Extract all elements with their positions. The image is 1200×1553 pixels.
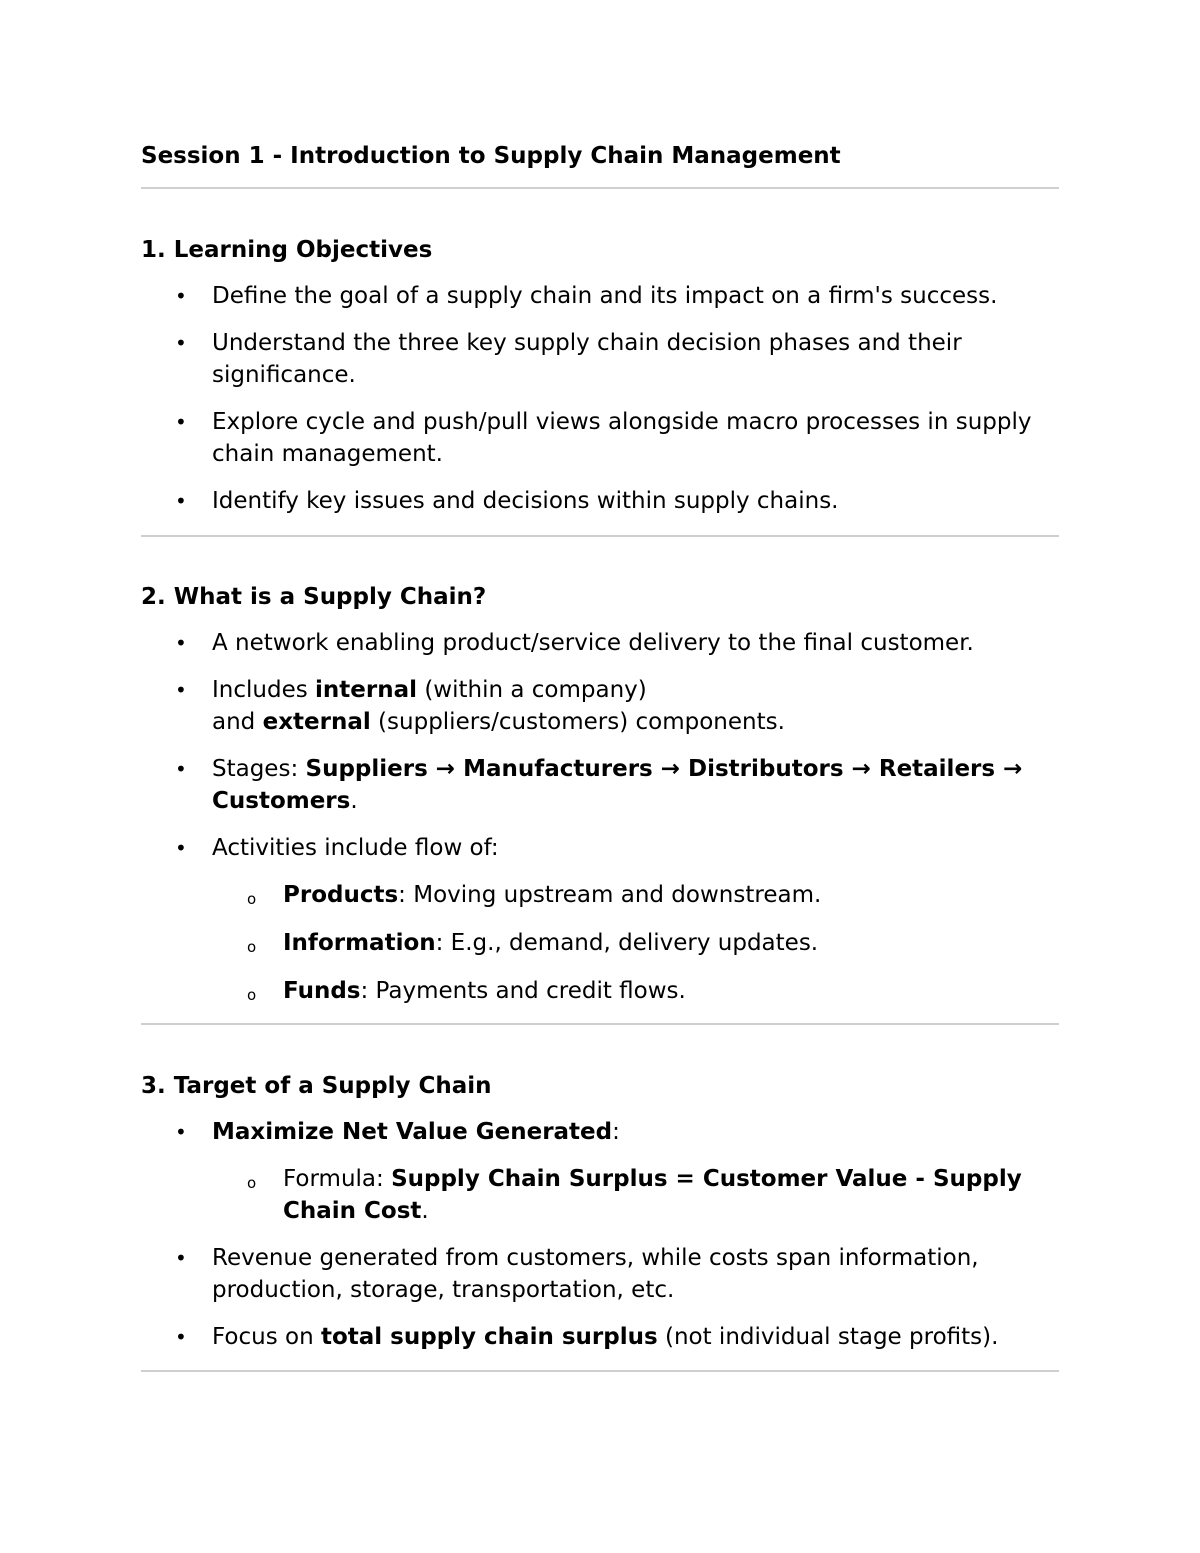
section-heading: 1. Learning Objectives: [141, 237, 433, 263]
list-item-text: and: [212, 709, 263, 735]
formula-text: Supply Chain Surplus = Customer Value - Supply Chain Cost: [283, 1166, 1022, 1224]
section-heading: 3. Target of a Supply Chain: [141, 1073, 492, 1099]
bold-term: Suppliers → Manufacturers → Distributors → Retailers → Customers: [212, 756, 1023, 814]
list-item-text: Activities include flow of:: [212, 835, 499, 861]
sub-list: [212, 1163, 1059, 1227]
list-item: [141, 485, 1059, 517]
list-item: [141, 1116, 1059, 1227]
list-item-text: Explore cycle and push/pull views alongside macro processes in supply chain management.: [212, 409, 1032, 467]
list-item-text: :: [612, 1119, 620, 1145]
circle-bullet-icon: o: [247, 986, 257, 1004]
list-item-text: Stages:: [212, 756, 306, 782]
circle-bullet-icon: o: [247, 938, 257, 956]
list-item-text: A network enabling product/service delivery to the final customer.: [212, 630, 974, 656]
divider: [141, 1370, 1059, 1372]
divider: [141, 535, 1059, 537]
bullet-list: [141, 280, 1059, 517]
bullet-icon: •: [175, 410, 187, 434]
bold-term: total supply chain surplus: [320, 1324, 658, 1350]
sub-list-item: [212, 975, 1059, 1007]
bullet-icon: •: [175, 757, 187, 781]
list-item: [141, 406, 1059, 470]
bullet-icon: •: [175, 1325, 187, 1349]
bold-term: Funds: [283, 978, 361, 1004]
list-item-text: (not individual stage profits).: [657, 1324, 999, 1350]
sub-list-item-text: : E.g., demand, delivery updates.: [435, 930, 819, 956]
bullet-icon: •: [175, 1246, 187, 1270]
sub-list-item-text: : Payments and credit flows.: [360, 978, 686, 1004]
section-heading: 2. What is a Supply Chain?: [141, 584, 487, 610]
section-target-of-supply-chain: [141, 1070, 1059, 1368]
bullet-icon: •: [175, 1120, 187, 1144]
list-item: [141, 627, 1059, 659]
circle-bullet-icon: o: [247, 890, 257, 908]
bold-term: Information: [283, 930, 436, 956]
sub-list-item: [212, 927, 1059, 959]
section-learning-objectives: [141, 234, 1059, 532]
list-item: [141, 674, 1059, 738]
list-item-text: .: [350, 788, 358, 814]
bold-term: internal: [315, 677, 418, 703]
bullet-list: [141, 627, 1059, 1007]
sub-list-item: [212, 1163, 1059, 1227]
bold-term: external: [262, 709, 371, 735]
circle-bullet-icon: o: [247, 1174, 257, 1192]
list-item: [141, 1321, 1059, 1353]
bullet-icon: •: [175, 284, 187, 308]
list-item: [141, 327, 1059, 391]
bullet-icon: •: [175, 631, 187, 655]
section-what-is-supply-chain: [141, 581, 1059, 1022]
sub-list-item-text: : Moving upstream and downstream.: [398, 882, 822, 908]
list-item: [141, 753, 1059, 817]
list-item: [141, 280, 1059, 312]
list-item: [141, 1242, 1059, 1306]
list-item-text: Includes: [212, 677, 316, 703]
list-item-text: Focus on: [212, 1324, 321, 1350]
bold-term: Maximize Net Value Generated: [212, 1119, 613, 1145]
sub-list-item-text: .: [421, 1198, 429, 1224]
bullet-icon: •: [175, 678, 187, 702]
sub-list-item-text: Formula:: [283, 1166, 392, 1192]
list-item-text: (suppliers/customers) components.: [370, 709, 785, 735]
list-item-text: Understand the three key supply chain decision phases and their significance.: [212, 330, 962, 388]
list-item-text: Revenue generated from customers, while costs span information, production, storage, transportation, etc.: [212, 1245, 979, 1303]
bullet-icon: •: [175, 836, 187, 860]
bold-term: Products: [283, 882, 399, 908]
document-title: Session 1 - Introduction to Supply Chain Management: [141, 143, 841, 169]
list-item: [141, 832, 1059, 1007]
list-item-text: Identify key issues and decisions within supply chains.: [212, 488, 839, 514]
divider: [141, 1023, 1059, 1025]
divider: [141, 187, 1059, 189]
bullet-icon: •: [175, 331, 187, 355]
list-item-text: (within a company): [417, 677, 647, 703]
bullet-list: [141, 1116, 1059, 1353]
list-item-text: Define the goal of a supply chain and its impact on a firm's success.: [212, 283, 998, 309]
sub-list: [212, 879, 1059, 1007]
bullet-icon: •: [175, 489, 187, 513]
sub-list-item: [212, 879, 1059, 911]
